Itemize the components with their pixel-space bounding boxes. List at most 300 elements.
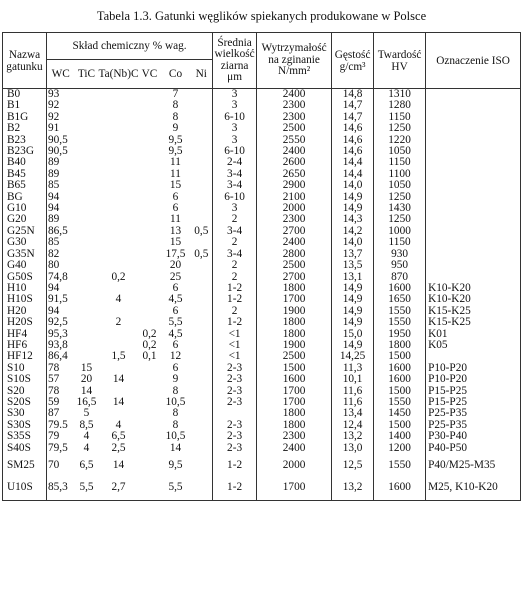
- cell-str: 2400: [257, 146, 332, 157]
- cell-wc: 89: [47, 214, 75, 225]
- cell-name: B23: [3, 135, 47, 146]
- cell-iso: [426, 135, 521, 146]
- cell-tic: [75, 157, 99, 168]
- cell-iso: P15-P25: [426, 397, 521, 408]
- table-row: [3, 192, 521, 203]
- table-row: [3, 260, 521, 271]
- cell-den: 14,6: [332, 123, 374, 134]
- cell-vc: [139, 214, 161, 225]
- cell-iso: K15-K25: [426, 317, 521, 328]
- header-sub-0: WC: [47, 60, 75, 89]
- cell-name: S40S: [3, 443, 47, 454]
- cell-name: B1: [3, 100, 47, 111]
- table-row: [3, 123, 521, 134]
- cell-hv: 1800: [374, 340, 426, 351]
- cell-name: B23G: [3, 146, 47, 157]
- cell-str: 2800: [257, 249, 332, 260]
- cell-str: 1800: [257, 283, 332, 294]
- cell-den: 14,4: [332, 169, 374, 180]
- cell-ni: [191, 214, 213, 225]
- cell-iso: [426, 249, 521, 260]
- cell-wc: 79: [47, 431, 75, 442]
- cell-name: S10: [3, 363, 47, 374]
- cell-wc: 94: [47, 283, 75, 294]
- cell-tic: [75, 214, 99, 225]
- cell-co: 6: [172, 282, 179, 294]
- cell-vc: [139, 420, 161, 431]
- cell-name: S30S: [3, 420, 47, 431]
- cell-ni: [191, 260, 213, 271]
- table-row: [3, 135, 521, 146]
- cell-name: H10S: [3, 294, 47, 305]
- cell-tic: [75, 351, 99, 362]
- cell-tic: [75, 237, 99, 248]
- cell-iso: P40/M25-M35: [426, 454, 521, 477]
- cell-den: 13,2: [332, 477, 374, 500]
- cell-co: 15: [169, 180, 182, 192]
- cell-iso: [426, 351, 521, 362]
- cell-den: 14,9: [332, 306, 374, 317]
- cell-vc: [139, 260, 161, 271]
- cell-vc: [139, 294, 161, 305]
- cell-grain: 6-10: [213, 112, 257, 123]
- cell-vc: [139, 180, 161, 191]
- cell-tic: [75, 317, 99, 328]
- cell-ni: [191, 272, 213, 283]
- cell-ta: [99, 283, 139, 294]
- cell-co: 5,5: [161, 477, 191, 500]
- cell-den: 14,9: [332, 192, 374, 203]
- cell-str: 2500: [257, 123, 332, 134]
- cell-grain: <1: [213, 329, 257, 340]
- cell-iso: K15-K25: [426, 306, 521, 317]
- cell-wc: 93: [47, 89, 75, 101]
- cell-hv: 1600: [374, 283, 426, 294]
- cell-iso: K01: [426, 329, 521, 340]
- cell-grain: <1: [213, 351, 257, 362]
- cell-wc: 89: [47, 169, 75, 180]
- table-row: [3, 283, 521, 294]
- cell-name: G35N: [3, 249, 47, 260]
- cell-vc: [139, 408, 161, 419]
- cell-grain: 2-3: [213, 397, 257, 408]
- header-density: Gęstość g/cm³: [332, 33, 374, 89]
- cell-vc: [139, 386, 161, 397]
- cell-den: 14,8: [332, 89, 374, 101]
- cell-den: 14,3: [332, 214, 374, 225]
- cell-den: 11,3: [332, 363, 374, 374]
- cell-vc: 0,2: [142, 328, 157, 340]
- cell-str: 2100: [257, 192, 332, 203]
- cell-vc: [139, 397, 161, 408]
- cell-vc: [139, 363, 161, 374]
- cell-ta: [99, 135, 139, 146]
- cell-hv: 1500: [374, 420, 426, 431]
- cell-hv: 1550: [374, 397, 426, 408]
- cell-iso: [426, 146, 521, 157]
- cell-den: 14,9: [332, 340, 374, 351]
- cell-hv: 1280: [374, 100, 426, 111]
- cell-ta: [99, 169, 139, 180]
- cell-iso: [426, 237, 521, 248]
- cell-iso: [426, 100, 521, 111]
- cell-iso: [426, 203, 521, 214]
- cell-tic: [75, 192, 99, 203]
- cell-wc: 94: [47, 192, 75, 203]
- cell-co: 6: [172, 362, 179, 374]
- table-row: [3, 203, 521, 214]
- cell-iso: [426, 260, 521, 271]
- cell-ni: [191, 329, 213, 340]
- cell-str: 2500: [257, 260, 332, 271]
- cell-wc: 95,3: [47, 329, 75, 340]
- table-row: [3, 249, 521, 260]
- cell-iso: K05: [426, 340, 521, 351]
- cell-name: H20: [3, 306, 47, 317]
- cell-str: 2300: [257, 431, 332, 442]
- cell-ni: [191, 443, 213, 454]
- cell-vc: [139, 374, 161, 385]
- cell-wc: 92: [47, 112, 75, 123]
- cell-hv: 1500: [374, 386, 426, 397]
- cell-ni: [191, 169, 213, 180]
- cell-co: 14: [169, 442, 182, 454]
- cell-vc: [139, 135, 161, 146]
- cell-name: B1G: [3, 112, 47, 123]
- cell-hv: 930: [374, 249, 426, 260]
- cell-ta: [99, 408, 139, 419]
- table-row: [3, 431, 521, 442]
- cell-tic: [75, 180, 99, 191]
- cell-str: 2000: [257, 203, 332, 214]
- cell-ni: 0,5: [191, 226, 213, 237]
- cell-ta: 14: [112, 458, 125, 471]
- cell-vc: [139, 192, 161, 203]
- cell-grain: 2-3: [213, 374, 257, 385]
- cell-wc: 85: [47, 237, 75, 248]
- cell-den: 14,25: [332, 351, 374, 362]
- cell-hv: 870: [374, 272, 426, 283]
- cell-vc: [139, 454, 161, 477]
- cell-grain: 2: [213, 237, 257, 248]
- table-row: [3, 329, 521, 340]
- cell-ta: [99, 386, 139, 397]
- table-row: [3, 317, 521, 328]
- table-row: [3, 237, 521, 248]
- cell-tic: [75, 123, 99, 134]
- cell-name: B2: [3, 123, 47, 134]
- cell-str: 1700: [257, 294, 332, 305]
- cell-wc: 74,8: [47, 272, 75, 283]
- cell-wc: 79,5: [47, 443, 75, 454]
- cell-co: 8: [172, 419, 179, 431]
- cell-co: 12: [169, 351, 182, 363]
- cell-co: 6: [172, 191, 179, 203]
- cell-ni: [191, 477, 213, 500]
- cell-grain: 2-3: [213, 443, 257, 454]
- cell-vc: [139, 112, 161, 123]
- cell-iso: P25-P35: [426, 420, 521, 431]
- cell-grain: 2: [213, 306, 257, 317]
- table-row: [3, 420, 521, 431]
- cell-vc: 0,1: [142, 351, 157, 363]
- cell-tic: 6,5: [79, 458, 94, 471]
- cell-iso: P10-P20: [426, 363, 521, 374]
- cell-ta: [99, 306, 139, 317]
- cell-name: G50S: [3, 272, 47, 283]
- cell-iso: [426, 157, 521, 168]
- cell-den: 14,9: [332, 317, 374, 328]
- cell-hv: 1250: [374, 192, 426, 203]
- cell-name: BG: [3, 192, 47, 203]
- cell-vc: [139, 283, 161, 294]
- cell-grain: 1-2: [213, 294, 257, 305]
- cell-ni: 0,5: [191, 249, 213, 260]
- cell-str: 1500: [257, 363, 332, 374]
- cell-ni: [191, 203, 213, 214]
- cell-ni: [191, 112, 213, 123]
- cell-ta: 2,7: [99, 477, 139, 500]
- cell-name: HF12: [3, 351, 47, 362]
- table-row: [3, 340, 521, 351]
- cell-wc: 90,5: [47, 135, 75, 146]
- cell-grain: 2: [213, 260, 257, 271]
- cell-name: S35S: [3, 431, 47, 442]
- cell-co: 9: [172, 374, 179, 386]
- cell-wc: 91,5: [47, 294, 75, 305]
- cell-grain: 2: [213, 214, 257, 225]
- cell-wc: 92: [47, 100, 75, 111]
- cell-co: 6: [172, 339, 179, 351]
- cell-den: 13,1: [332, 272, 374, 283]
- cell-den: 13,7: [332, 249, 374, 260]
- cell-co: 15: [169, 237, 182, 249]
- cell-wc: 87: [47, 408, 75, 419]
- cell-wc: 89: [47, 157, 75, 168]
- cell-co: 4,5: [168, 328, 183, 340]
- cell-grain: 2-3: [213, 363, 257, 374]
- cell-ta: [99, 329, 139, 340]
- header-sub-1: TiC: [75, 60, 99, 89]
- cell-tic: [75, 306, 99, 317]
- table-row: [3, 169, 521, 180]
- cell-str: 1900: [257, 306, 332, 317]
- carbide-grades-table: [2, 32, 521, 501]
- cell-co: 11: [170, 168, 181, 180]
- cell-str: 2700: [257, 226, 332, 237]
- cell-tic: 14: [80, 385, 93, 397]
- cell-co: 9,5: [168, 458, 183, 471]
- header-sub-3: VC: [139, 60, 161, 89]
- cell-ta: 4: [115, 419, 122, 431]
- cell-tic: [75, 226, 99, 237]
- cell-ta: [99, 100, 139, 111]
- cell-grain: 3-4: [213, 249, 257, 260]
- cell-ni: [191, 420, 213, 431]
- cell-tic: 4: [83, 442, 90, 454]
- cell-tic: [75, 146, 99, 157]
- cell-hv: 1250: [374, 123, 426, 134]
- cell-ni: [191, 100, 213, 111]
- cell-hv: 1150: [374, 237, 426, 248]
- cell-name: SM25: [3, 454, 47, 477]
- cell-wc: 70: [47, 454, 75, 477]
- table-row: [3, 386, 521, 397]
- cell-wc: 59: [47, 397, 75, 408]
- cell-hv: 1600: [374, 477, 426, 500]
- cell-name: U10S: [3, 477, 47, 500]
- cell-str: 1700: [257, 477, 332, 500]
- cell-ni: [191, 146, 213, 157]
- cell-co: 5,5: [168, 317, 183, 329]
- cell-den: 14,6: [332, 146, 374, 157]
- cell-str: 2300: [257, 112, 332, 123]
- cell-grain: [213, 408, 257, 419]
- table-row: [3, 397, 521, 408]
- table-row: [3, 112, 521, 123]
- cell-vc: [139, 226, 161, 237]
- cell-iso: [426, 112, 521, 123]
- cell-grain: 6-10: [213, 192, 257, 203]
- cell-ta: [99, 123, 139, 134]
- cell-ta: [99, 340, 139, 351]
- cell-tic: [75, 329, 99, 340]
- cell-str: 2650: [257, 169, 332, 180]
- cell-vc: [139, 317, 161, 328]
- table-row: [3, 89, 521, 101]
- cell-name: HF6: [3, 340, 47, 351]
- cell-ta: 1,5: [111, 351, 126, 363]
- cell-name: B0: [3, 89, 47, 101]
- cell-co: 6: [172, 305, 179, 317]
- cell-den: 15,0: [332, 329, 374, 340]
- cell-den: 13,4: [332, 408, 374, 419]
- header-strength: Wytrzymałość na zginanie N/mm²: [257, 33, 332, 89]
- cell-co: 11: [170, 157, 181, 169]
- cell-str: 2500: [257, 351, 332, 362]
- cell-hv: 1600: [374, 374, 426, 385]
- table-row: [3, 374, 521, 385]
- cell-wc: 85,3: [47, 477, 75, 500]
- cell-ni: [191, 306, 213, 317]
- table-row: [3, 408, 521, 419]
- cell-vc: [139, 431, 161, 442]
- cell-ni: [191, 123, 213, 134]
- table-row: [3, 351, 521, 362]
- cell-str: 1800: [257, 317, 332, 328]
- cell-co: 10,5: [165, 396, 186, 408]
- cell-wc: 93,8: [47, 340, 75, 351]
- cell-vc: [139, 146, 161, 157]
- cell-den: 12,5: [332, 454, 374, 477]
- cell-hv: 1550: [374, 306, 426, 317]
- cell-grain: 3: [213, 123, 257, 134]
- cell-grain: 2-3: [213, 431, 257, 442]
- table-row: [3, 180, 521, 191]
- cell-co: 4,5: [168, 294, 183, 306]
- cell-iso: P30-P40: [426, 431, 521, 442]
- cell-ni: [191, 157, 213, 168]
- cell-ni: [191, 135, 213, 146]
- cell-ni: [191, 294, 213, 305]
- cell-vc: [139, 272, 161, 283]
- header-sub-4: Co: [161, 60, 191, 89]
- cell-str: 2700: [257, 272, 332, 283]
- cell-vc: [139, 249, 161, 260]
- cell-iso: [426, 89, 521, 101]
- cell-ni: [191, 283, 213, 294]
- cell-iso: [426, 214, 521, 225]
- table-row: [3, 306, 521, 317]
- cell-ta: [99, 363, 139, 374]
- cell-tic: 5: [83, 408, 90, 420]
- cell-den: 14,4: [332, 157, 374, 168]
- cell-vc: [139, 477, 161, 500]
- cell-ta: [99, 146, 139, 157]
- cell-wc: 86,5: [47, 226, 75, 237]
- cell-hv: 1250: [374, 214, 426, 225]
- cell-hv: 1450: [374, 408, 426, 419]
- cell-ni: [191, 408, 213, 419]
- cell-tic: 16,5: [76, 396, 97, 408]
- cell-den: 14,7: [332, 112, 374, 123]
- cell-ta: 6,5: [111, 431, 126, 443]
- cell-iso: K10-K20: [426, 283, 521, 294]
- cell-grain: 6-10: [213, 146, 257, 157]
- cell-str: 2300: [257, 100, 332, 111]
- cell-grain: 3-4: [213, 169, 257, 180]
- table-row: [3, 226, 521, 237]
- table-row: [3, 443, 521, 454]
- header-sub-5: Ni: [191, 60, 213, 89]
- cell-co: 8: [172, 408, 179, 420]
- cell-grain: 3-4: [213, 226, 257, 237]
- table-row: [3, 363, 521, 374]
- cell-hv: 1150: [374, 157, 426, 168]
- cell-vc: [139, 237, 161, 248]
- cell-name: G25N: [3, 226, 47, 237]
- cell-hv: 1400: [374, 431, 426, 442]
- header-composition: Skład chemiczny % wag.: [47, 33, 213, 60]
- cell-ni: [191, 89, 213, 101]
- cell-hv: 950: [374, 260, 426, 271]
- cell-ni: [191, 374, 213, 385]
- cell-tic: [75, 135, 99, 146]
- table-row: [3, 100, 521, 111]
- cell-ni: [191, 431, 213, 442]
- cell-wc: 78: [47, 363, 75, 374]
- table-row: [3, 272, 521, 283]
- cell-vc: [139, 169, 161, 180]
- cell-ni: [191, 192, 213, 203]
- cell-grain: 1-2: [213, 454, 257, 477]
- cell-co: 25: [169, 271, 182, 283]
- cell-den: 11,6: [332, 397, 374, 408]
- cell-str: 2300: [257, 214, 332, 225]
- cell-hv: 1000: [374, 226, 426, 237]
- cell-tic: [75, 203, 99, 214]
- cell-tic: [75, 272, 99, 283]
- table-row: [3, 146, 521, 157]
- cell-iso: [426, 169, 521, 180]
- cell-wc: 86,4: [47, 351, 75, 362]
- cell-name: G30: [3, 237, 47, 248]
- cell-grain: 3: [213, 135, 257, 146]
- cell-den: 11,6: [332, 386, 374, 397]
- cell-tic: [75, 100, 99, 111]
- cell-grain: 1-2: [213, 317, 257, 328]
- cell-ta: [99, 214, 139, 225]
